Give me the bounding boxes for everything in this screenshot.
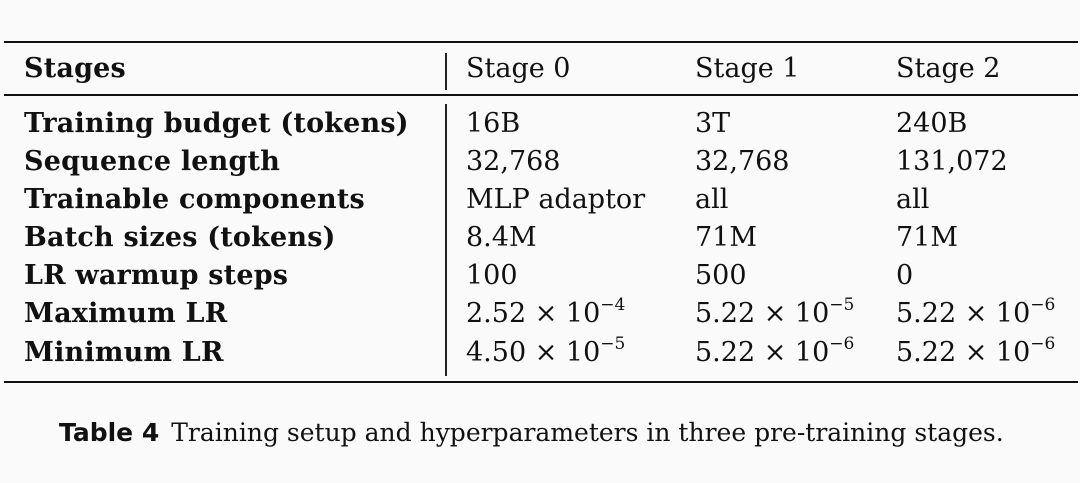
cell-stage-1: 3T [695, 108, 731, 139]
table-bottom-rule [4, 381, 1078, 383]
column-separator-header [445, 53, 447, 90]
exponent: −6 [1030, 334, 1056, 354]
cell-stage-1: 71M [695, 222, 758, 253]
cell-stage-2 [896, 334, 1056, 369]
exponent: −6 [829, 334, 855, 354]
exponent: −5 [600, 334, 626, 354]
cell-stage-2: all [896, 184, 930, 215]
row-label: Minimum LR [24, 337, 224, 368]
cell-stage-0 [466, 334, 626, 369]
mantissa: 5.22 × 10 [896, 298, 1031, 329]
header-stage-0: Stage 0 [466, 53, 571, 84]
exponent: −5 [829, 295, 855, 315]
cell-stage-2: 71M [896, 222, 959, 253]
mantissa: 4.50 × 10 [466, 337, 601, 368]
caption-label: Table 4 [59, 418, 160, 447]
cell-stage-1: 500 [695, 260, 747, 291]
row-label: Maximum LR [24, 298, 228, 329]
cell-stage-2 [896, 295, 1056, 330]
cell-stage-0: 100 [466, 260, 518, 291]
row-label: Batch sizes (tokens) [24, 222, 336, 253]
cell-stage-1: 32,768 [695, 146, 790, 177]
cell-stage-1: all [695, 184, 729, 215]
table-top-rule [4, 41, 1078, 43]
mantissa: 5.22 × 10 [695, 298, 830, 329]
header-stage-1: Stage 1 [695, 53, 800, 84]
header-stage-2: Stage 2 [896, 53, 1001, 84]
cell-stage-0: 16B [466, 108, 521, 139]
mantissa: 5.22 × 10 [896, 337, 1031, 368]
cell-stage-0: MLP adaptor [466, 184, 646, 215]
cell-stage-2: 240B [896, 108, 968, 139]
table-caption [59, 417, 1004, 449]
cell-stage-2: 131,072 [896, 146, 1008, 177]
row-label: Trainable components [24, 184, 365, 215]
caption-text: Training setup and hyperparameters in three pre-training stages. [171, 418, 1004, 447]
table-header-rule [4, 94, 1078, 96]
row-label: Sequence length [24, 146, 281, 177]
cell-stage-2: 0 [896, 260, 914, 291]
mantissa: 5.22 × 10 [695, 337, 830, 368]
mantissa: 2.52 × 10 [466, 298, 601, 329]
row-label: LR warmup steps [24, 260, 289, 291]
row-label: Training budget (tokens) [24, 108, 409, 139]
cell-stage-1 [695, 334, 855, 369]
cell-stage-0: 8.4M [466, 222, 537, 253]
header-stages: Stages [24, 53, 126, 84]
cell-stage-0: 32,768 [466, 146, 561, 177]
cell-stage-0 [466, 295, 626, 330]
exponent: −4 [600, 295, 626, 315]
exponent: −6 [1030, 295, 1056, 315]
cell-stage-1 [695, 295, 855, 330]
column-separator-body [445, 104, 447, 376]
